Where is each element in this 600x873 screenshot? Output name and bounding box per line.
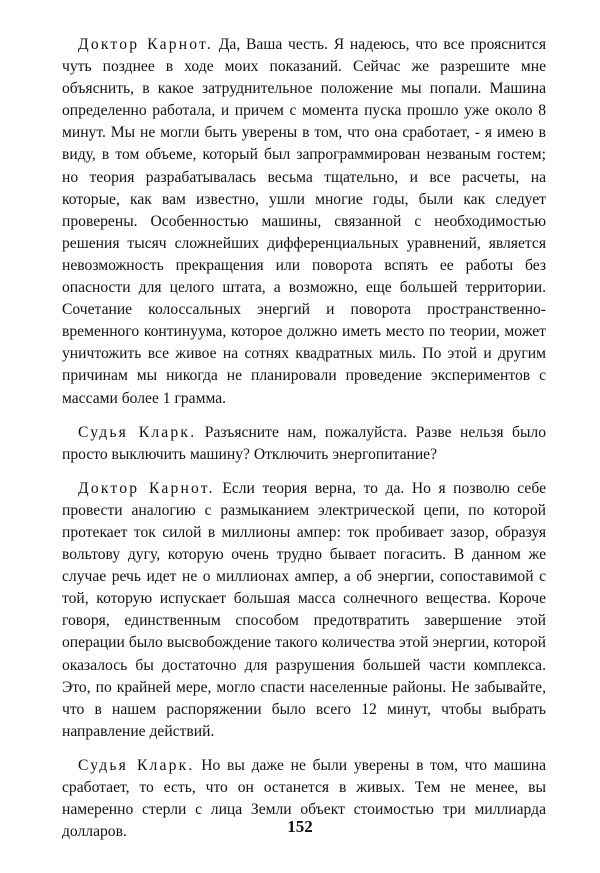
page-number: 152 (287, 817, 313, 836)
speaker-name: Судья Кларк. (78, 756, 195, 774)
paragraph-3 (62, 478, 546, 743)
speaker-name: Судья Кларк. (78, 423, 197, 441)
paragraph-1 (62, 34, 546, 410)
speaker-name: Доктор Карнот. (78, 479, 215, 497)
speech-text: Если теория верна, то да. Но я позволю себе провести аналогию с размыканием электрической цепи, по которой протекает ток силой в миллионы ампер: ток пробивает зазор, образуя вольтову дугу, которую очень трудно бывает погасить. В данном же случае речь идет не о миллионах ампер, а об энергии, сопоставимой с той, которую испускает большая масса солнечного вещества. Короче говоря, единственным способом предотвратить завершение этой операции было высвобождение такого количества этой энергии, которой оказалось бы достаточно для разрушения большей части комплекса. Это, по крайней мере, могло спасти населенные районы. Не забывайте, что в нашем распоряжении было всего 12 минут, чтобы выбрать направление действий. (62, 479, 546, 740)
speaker-name: Доктор Карнот. (78, 36, 213, 53)
speech-text: Но вы даже не были уверены в том, что машина сработает, то есть, что он останется в живых. Тем не менее, вы намеренно стерли с лица Земли объект стоимостью три миллиарда долларов. (62, 756, 547, 841)
speech-text: Да, Ваша честь. Я надеюсь, что все прояснится чуть позднее в ходе моих показаний. Сейчас же разрешите мне объяснить, в какое затруднительное положение мы попали. Машина определенно работала, и причем с момента пуска прошло уже около 8 минут. Мы не могли быть уверены в том, что она сработает, - я имею в виду, в том объеме, который был запрограммирован незваным гостем; но теория разрабатывалась весьма тщательно, и все расчеты, на которые, как вам известно, ушли многие годы, были как следует проверены. Особенностью машины, связанной с необходимостью решения тысяч сложнейших дифференциальных уравнений, является невозможность прекращения или поворота вспять ее работы без опасности для целого штата, а возможно, еще большей территории. Сочетание колоссальных энергий и поворота пространственно-временного континуума, которое должно иметь место по теории, может уничтожить все живое на сотнях квадратных миль. По этой и другим причинам мы никогда не планировали проведение экспериментов с массами более 1 грамма. (62, 36, 546, 407)
page-text (62, 34, 546, 855)
speech-text: Разъясните нам, пожалуйста. Разве нельзя было просто выключить машину? Отключить энергопитание? (62, 423, 546, 463)
paragraph-2 (62, 422, 546, 466)
